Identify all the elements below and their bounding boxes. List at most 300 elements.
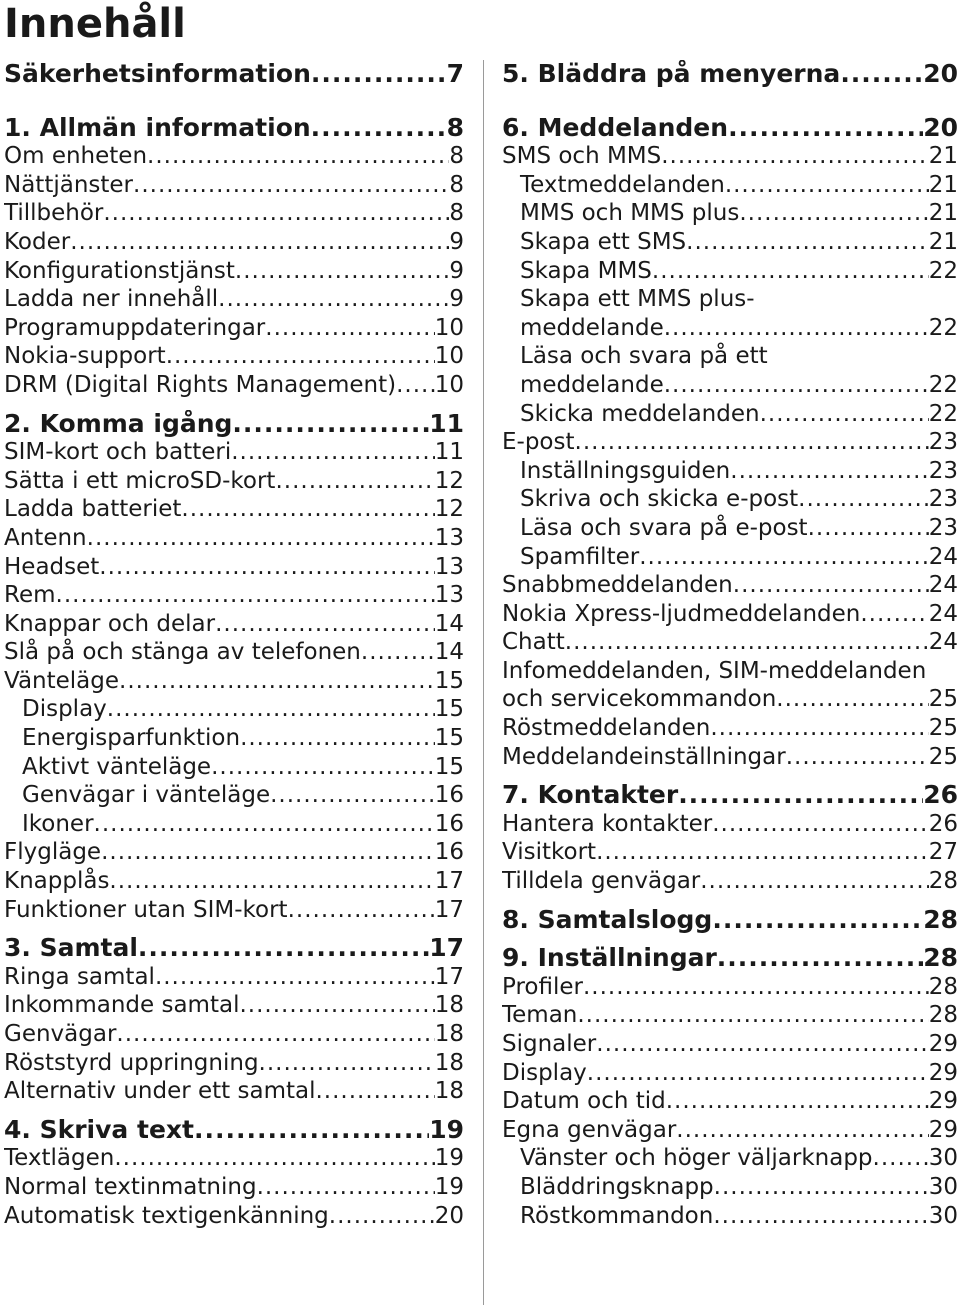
dot-leader [235,257,449,286]
dot-leader [664,371,929,400]
toc-entry [4,610,464,639]
toc-page-number: 29 [928,1031,958,1057]
toc-chapter-heading [4,934,464,963]
toc-entry [502,628,958,657]
toc-entry [502,199,958,228]
dot-leader [713,1202,928,1231]
toc-entry [502,285,958,314]
toc-entry-label: Meddelandeinställningar [502,743,786,770]
toc-entry-label: Aktivt vänteläge [22,753,212,780]
toc-page-number: 30 [928,1145,958,1172]
toc-entry [4,228,464,257]
toc-entry [4,495,464,524]
toc-entry-label: Sätta i ett microSD-kort [4,467,276,494]
dot-leader [257,1173,435,1202]
dot-leader [639,543,929,572]
toc-entry [502,485,958,514]
toc-entry-label: Egna genvägar [502,1116,677,1143]
toc-page-number: 27 [928,839,958,866]
toc-left-column [4,60,464,1230]
dot-leader [94,810,435,839]
toc-page-number: 17 [434,868,464,895]
toc-page-number: 11 [429,409,464,438]
dot-leader [218,285,449,314]
dot-leader [166,342,435,371]
toc-entry [502,571,958,600]
toc-page-number: 16 [434,810,464,837]
toc-page-number: 9 [449,257,464,284]
toc-page-number: 22 [928,257,958,284]
toc-entry-label: Spamfilter [520,543,640,570]
toc-page-number: 29 [928,1088,958,1115]
toc-page-number: 8 [449,200,464,227]
toc-entry-label: meddelande [520,314,664,341]
toc-entry-label: Nättjänster [4,171,134,198]
dot-leader [565,628,929,657]
toc-entry-label: Display [22,696,107,723]
toc-entry-label: SMS och MMS [502,143,662,170]
toc-entry [502,228,958,257]
dot-leader [133,171,449,200]
toc-page-number: 13 [434,582,464,609]
toc-entry [502,342,958,371]
toc-page-number: 12 [434,496,464,523]
toc-entry [4,896,464,925]
toc-entry [502,1087,958,1116]
toc-entry-label: 9. Inställningar [502,944,717,973]
toc-entry [502,867,958,896]
toc-page-number: 18 [434,1078,464,1105]
toc-entry-label: Datum och tid [502,1088,666,1115]
toc-entry-label: Skriva och skicka e-post [520,486,799,513]
toc-entry [4,371,464,400]
dot-leader [676,1116,928,1145]
toc-entry [502,428,958,457]
toc-page-number: 30 [928,1173,958,1200]
toc-entry [4,1144,464,1173]
toc-entry [4,553,464,582]
dot-leader [288,896,435,925]
toc-entry [502,142,958,171]
dot-leader [265,314,434,343]
toc-entry-label: Nokia-support [4,343,166,370]
toc-entry-label: Display [502,1059,587,1086]
toc-entry-label: Skapa ett SMS [520,228,687,255]
toc-entry [502,1202,958,1231]
toc-entry-label: Inställningsguiden [520,457,731,484]
toc-page-number: 28 [923,944,958,973]
toc-entry [4,257,464,286]
dot-leader [259,1049,435,1078]
dot-leader [575,428,929,457]
toc-page-number: 19 [429,1115,464,1144]
toc-entry-label: Bläddringsknapp [520,1173,714,1200]
toc-page-number: 26 [923,781,958,810]
toc-entry-label: Skapa ett MMS plus- [520,286,755,313]
toc-entry [4,638,464,667]
toc-entry-label: Headset [4,553,100,580]
toc-entry [4,314,464,343]
toc-page-number: 18 [434,1049,464,1076]
dot-leader [87,524,435,553]
toc-entry-label: Knappar och delar [4,610,216,637]
toc-entry [502,514,958,543]
toc-entry [4,1077,464,1106]
dot-leader [361,638,435,667]
dot-leader [147,142,449,171]
dot-leader [155,963,435,992]
toc-page-number: 23 [928,514,958,541]
dot-leader [211,753,435,782]
toc-entry-label: Automatisk textigenkänning [4,1202,329,1229]
toc-entry [4,991,464,1020]
dot-leader [114,1144,434,1173]
dot-leader [239,991,434,1020]
toc-page-number: 9 [449,228,464,255]
dot-leader [596,1030,928,1059]
toc-page-number: 8 [449,171,464,198]
toc-page-number: 20 [923,60,958,88]
toc-entry-label: Ladda batteriet [4,496,182,523]
dot-leader [316,1077,435,1106]
toc-entry [4,1020,464,1049]
toc-page-number: 23 [928,486,958,513]
toc-chapter-heading [4,114,464,143]
toc-entry [4,724,464,753]
toc-entry [4,695,464,724]
dot-leader [730,457,928,486]
toc-entry-label: Signaler [502,1031,597,1057]
toc-entry [502,171,958,200]
dot-leader [760,400,929,429]
toc-entry-label: Slå på och stänga av telefonen [4,639,361,666]
toc-page-number: 24 [928,572,958,599]
dot-leader [103,199,449,228]
toc-entry-label: Flygläge [4,839,102,866]
toc-entry [4,467,464,496]
toc-page-number: 23 [928,429,958,456]
dot-leader [577,1001,928,1030]
toc-entry-label: Antenn [4,524,87,551]
toc-entry-label: Knapplås [4,868,110,895]
dot-leader [119,667,435,696]
toc-entry [502,1116,958,1145]
toc-entry [4,1049,464,1078]
toc-page-number: 19 [434,1145,464,1172]
toc-page-number: 16 [434,839,464,866]
toc-entry-label: Ringa samtal [4,963,155,990]
toc-page-number: 26 [928,810,958,837]
dot-leader [798,485,929,514]
toc-entry-label: Tillbehör [4,200,104,227]
toc-entry [502,457,958,486]
toc-entry [4,753,464,782]
dot-leader [311,114,447,143]
toc-entry [502,838,958,867]
dot-leader [116,1020,434,1049]
toc-entry [502,1173,958,1202]
toc-entry-label: Konfigurationstjänst [4,257,235,284]
toc-page-number: 13 [434,524,464,551]
toc-page-number: 18 [434,1021,464,1047]
toc-page-number: 12 [434,467,464,494]
toc-entry-label: SIM-kort och batteri [4,439,232,466]
toc-entry-label: Skicka meddelanden [520,400,760,427]
toc-entry [502,1001,958,1030]
toc-chapter-heading [4,1116,464,1145]
dot-leader [840,60,923,89]
dot-leader [860,600,928,629]
toc-entry-label: DRM (Digital Rights Management) [4,371,397,398]
dot-leader [138,934,429,963]
toc-page-number: 18 [434,992,464,1019]
toc-entry-label: Textlägen [4,1145,115,1172]
toc-page-number: 28 [928,1002,958,1029]
toc-entry-label: Nokia Xpress-ljudmeddelanden [502,600,861,627]
toc-entry-label: Chatt [502,629,565,656]
dot-leader [700,867,928,896]
dot-leader [678,781,923,810]
toc-page-number: 21 [928,171,958,198]
toc-entry-label: Rem [4,582,56,609]
toc-page-number: 17 [434,963,464,990]
toc-entry [4,781,464,810]
toc-entry [4,838,464,867]
toc-page-number: 15 [434,696,464,723]
toc-entry [4,285,464,314]
toc-entry-label: och servicekommandon [502,686,777,713]
dot-leader [712,810,929,839]
toc-entry [4,667,464,696]
toc-entry-label: Röststyrd uppringning [4,1049,259,1076]
dot-leader [56,581,435,610]
toc-entry-label: MMS och MMS plus [520,200,740,227]
dot-leader [275,467,434,496]
dot-leader [786,743,929,772]
dot-leader [329,1202,435,1231]
toc-chapter-heading [502,781,958,810]
toc-entry [4,581,464,610]
toc-entry [502,314,958,343]
toc-entry [4,963,464,992]
dot-leader [686,228,929,257]
dot-leader [712,906,923,935]
toc-entry-label: Infomeddelanden, SIM-meddelanden [502,657,927,684]
toc-page-number: 24 [928,629,958,656]
toc-page-number: 24 [928,543,958,570]
toc-page-number: 20 [434,1202,464,1229]
dot-leader [240,724,435,753]
page-title: Innehåll [4,1,186,47]
toc-entry-label: Visitkort [502,839,597,866]
toc-page-number: 28 [928,868,958,895]
toc-page-number: 11 [434,439,464,466]
toc-page-number: 17 [434,896,464,923]
toc-page-number: 28 [923,905,958,934]
toc-entry [502,685,958,714]
toc-entry [4,1173,464,1202]
toc-entry-label: Snabbmeddelanden [502,572,733,599]
dot-leader [664,314,929,343]
dot-leader [583,973,929,1002]
toc-entry-label: Teman [502,1002,578,1029]
toc-entry-label: Skapa MMS [520,257,652,284]
toc-page-number: 21 [928,200,958,227]
toc-chapter-heading [502,944,958,973]
dot-leader [109,867,434,896]
toc-page-number: 28 [928,973,958,1000]
toc-page-number: 29 [928,1059,958,1086]
toc-page-number: 20 [923,113,958,142]
toc-entry-label: Hantera kontakter [502,810,713,837]
toc-page-number: 30 [928,1202,958,1229]
toc-entry-label: 5. Bläddra på menyerna [502,60,841,88]
toc-entry [4,171,464,200]
toc-page-number: 17 [429,934,464,963]
toc-page-number: 25 [928,715,958,742]
toc-entry-label: Funktioner utan SIM-kort [4,896,288,923]
dot-leader [215,610,435,639]
toc-entry-label: 7. Kontakter [502,781,679,810]
dot-leader [596,838,929,867]
toc-page-number: 10 [434,371,464,398]
toc-page-number: 16 [434,782,464,809]
toc-entry-label: E-post [502,429,575,456]
toc-entry [4,142,464,171]
dot-leader [728,114,923,143]
dot-leader [725,171,929,200]
dot-leader [661,142,928,171]
toc-entry [502,1059,958,1088]
toc-entry [4,438,464,467]
toc-entry [4,867,464,896]
dot-leader [181,495,434,524]
toc-entry-label: Ikoner [22,810,94,837]
toc-entry-label: Profiler [502,973,583,1000]
toc-entry-label: Inkommande samtal [4,992,240,1019]
toc-entry [4,199,464,228]
toc-page-number: 22 [928,371,958,398]
toc-page-number: 10 [434,314,464,341]
toc-entry [502,257,958,286]
dot-leader [808,514,929,543]
toc-page-number: 15 [434,725,464,752]
toc-page-number: 22 [928,400,958,427]
toc-entry-label: Röstmeddelanden [502,715,711,742]
toc-entry-label: 1. Allmän information [4,113,311,142]
toc-entry-label: Säkerhetsinformation [4,60,311,88]
toc-entry [502,810,958,839]
dot-leader [99,553,434,582]
toc-entry-label: Läsa och svara på ett [520,343,768,370]
toc-entry-label: Genvägar i vänteläge [22,782,271,809]
toc-entry-label: Alternativ under ett samtal [4,1078,316,1105]
dot-leader [70,228,449,257]
toc-page-number: 25 [928,686,958,713]
toc-page-number: 13 [434,553,464,580]
toc-entry-label: Koder [4,228,71,255]
toc-page-number: 24 [928,600,958,627]
toc-entry [502,600,958,629]
dot-leader [714,1173,929,1202]
toc-page-number: 10 [434,343,464,370]
dot-leader [717,944,923,973]
toc-page-number: 25 [928,743,958,770]
toc-entry [4,1202,464,1231]
dot-leader [587,1059,929,1088]
toc-page-number: 15 [434,753,464,780]
dot-leader [666,1087,929,1116]
column-divider [483,60,484,1305]
toc-entry-label: Vänteläge [4,667,120,694]
toc-entry-label: Tilldela genvägar [502,868,701,895]
dot-leader [232,410,429,439]
toc-entry-label: Normal textinmatning [4,1173,257,1200]
toc-page-number: 21 [928,143,958,170]
toc-entry [4,810,464,839]
toc-entry-label: 8. Samtalslogg [502,905,713,934]
toc-entry-label: Energisparfunktion [22,725,241,752]
dot-leader [710,714,928,743]
dot-leader [733,571,929,600]
toc-right-column [502,60,958,1230]
toc-page-number: 29 [928,1116,958,1143]
toc-page-number: 21 [928,228,958,255]
toc-page-number: 15 [434,667,464,694]
toc-entry [502,543,958,572]
dot-leader [776,685,928,714]
toc-page-number: 19 [434,1173,464,1200]
dot-leader [194,1116,429,1145]
toc-entry-label: 2. Komma igång [4,409,233,438]
dot-leader [311,60,447,89]
toc-entry-label: Vänster och höger väljarknapp [520,1145,873,1172]
toc-page-number: 23 [928,457,958,484]
toc-entry [502,371,958,400]
toc-chapter-heading [502,906,958,935]
dot-leader [873,1144,929,1173]
toc-entry [502,400,958,429]
toc-entry [502,973,958,1002]
toc-entry-label: 6. Meddelanden [502,113,729,142]
toc-entry-label: Programuppdateringar [4,314,266,341]
dot-leader [231,438,435,467]
dot-leader [739,199,928,228]
toc-entry-label: Om enheten [4,143,148,170]
toc-page-number: 14 [434,610,464,637]
toc-entry-label: Textmeddelanden [520,171,725,198]
toc-page-number: 22 [928,314,958,341]
toc-entry [502,657,958,686]
toc-entry [502,714,958,743]
toc-entry-label: Genvägar [4,1021,117,1047]
toc-entry [4,524,464,553]
toc-chapter-heading [4,410,464,439]
toc-chapter-heading [4,60,464,89]
toc-page-number: 14 [434,639,464,666]
toc-entry-label: Röstkommandon [520,1202,714,1229]
toc-entry [502,1144,958,1173]
toc-entry-label: meddelande [520,371,664,398]
toc-page-number: 9 [449,286,464,313]
toc-chapter-heading [502,60,958,89]
dot-leader [270,781,435,810]
dot-leader [107,695,435,724]
toc-entry [502,743,958,772]
toc-page-number: 8 [449,143,464,170]
dot-leader [652,257,929,286]
toc-entry-label: 4. Skriva text [4,1115,194,1144]
